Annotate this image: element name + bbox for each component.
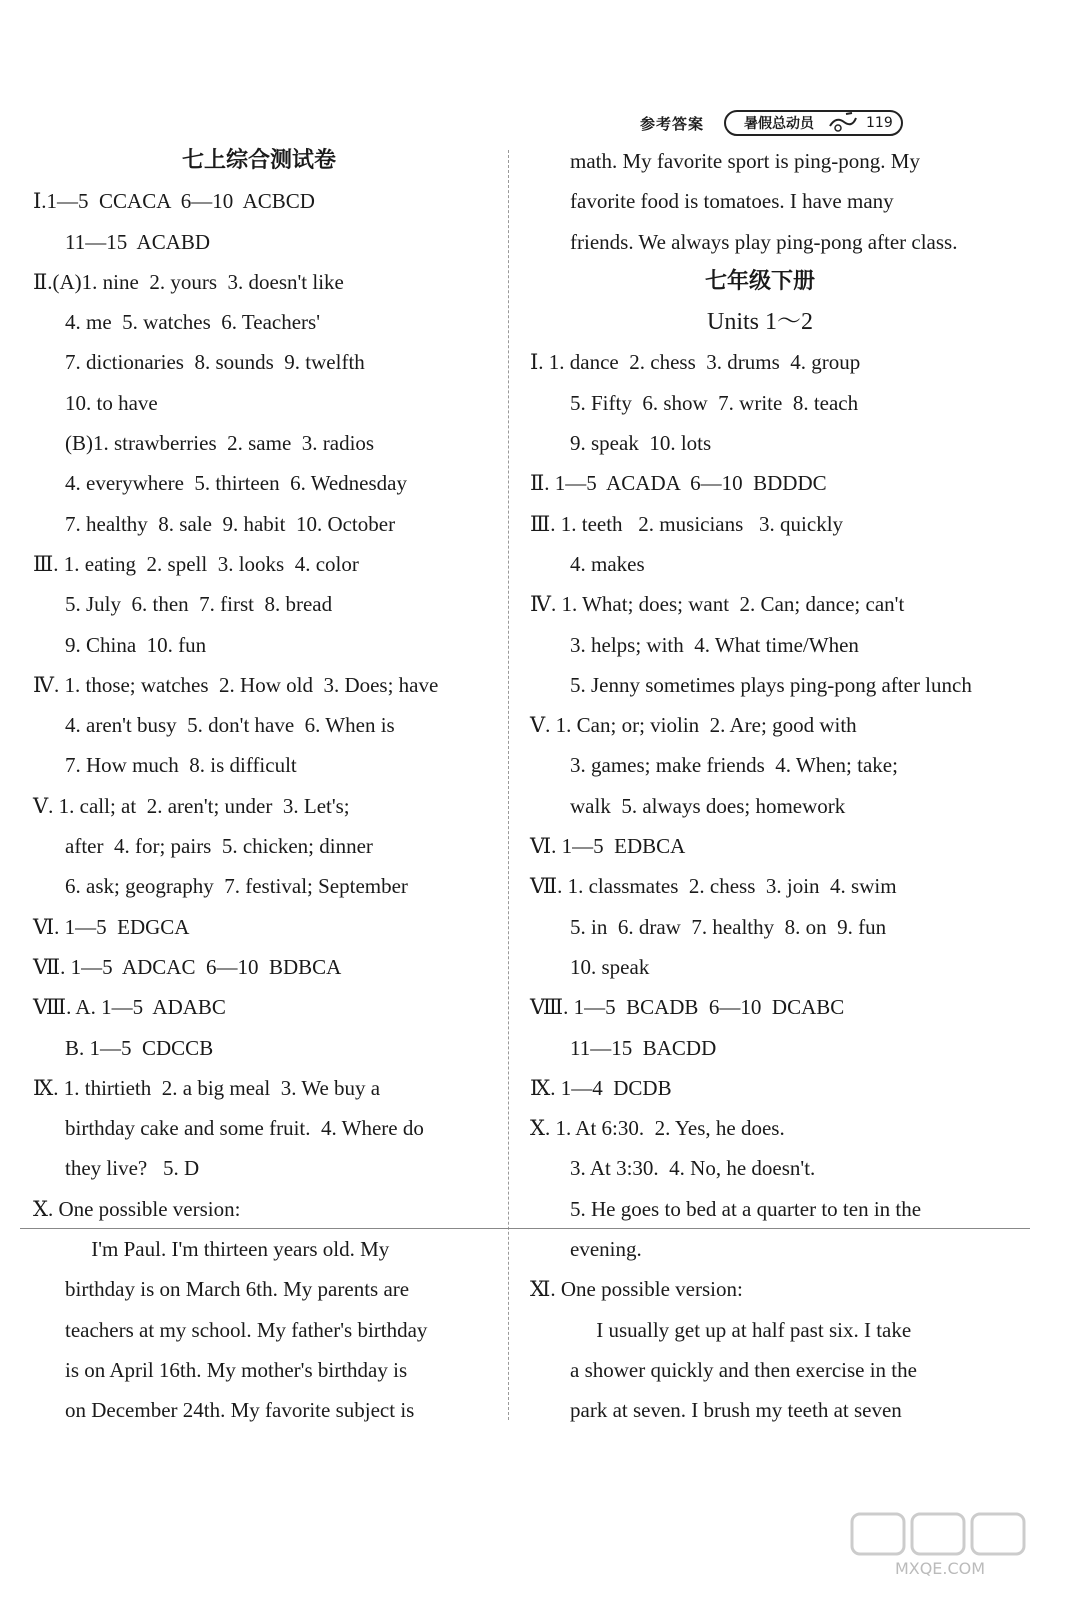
left-answer-line: Ⅷ. A. 1—5 ADABC <box>33 995 226 1020</box>
right-answer-line: 5. He goes to bed at a quarter to ten in the <box>570 1196 922 1221</box>
left-answer-line: Ⅱ.(A)1. nine 2. yours 3. doesn't like <box>33 269 344 294</box>
right-answer-line: Ⅵ. 1—5 EDBCA <box>530 834 686 859</box>
right-answer-line: Ⅲ. 1. teeth 2. musicians 3. quickly <box>530 511 844 536</box>
left-answer-line: teachers at my school. My father's birthday <box>65 1317 428 1342</box>
left-answer-line: 5. July 6. then 7. first 8. bread <box>65 592 333 617</box>
left-answer-line: 9. China 10. fun <box>65 632 207 657</box>
left-answer-line: B. 1—5 CDCCB <box>65 1035 214 1060</box>
left-answer-line: Ⅵ. 1—5 EDGCA <box>33 914 190 939</box>
right-answer-line: Ⅱ. 1—5 ACADA 6—10 BDDDC <box>530 471 827 496</box>
left-answer-line: birthday is on March 6th. My parents are <box>65 1277 410 1302</box>
left-answer-line: 4. everywhere 5. thirteen 6. Wednesday <box>65 471 407 496</box>
right-answer-line: park at seven. I brush my teeth at seven <box>570 1398 902 1423</box>
left-answer-line: Ⅰ.1—5 CCACA 6—10 ACBCD <box>33 189 315 214</box>
right-answer-line: friends. We always play ping-pong after class. <box>570 229 958 254</box>
left-answer-line: birthday cake and some fruit. 4. Where do <box>65 1116 424 1141</box>
right-answer-line: Ⅶ. 1. classmates 2. chess 3. join 4. swim <box>530 874 897 899</box>
left-answer-line: Ⅲ. 1. eating 2. spell 3. looks 4. color <box>33 551 359 576</box>
left-answer-line: Ⅶ. 1—5 ADCAC 6—10 BDBCA <box>33 954 342 979</box>
page-header <box>640 108 903 138</box>
left-answer-line: they live? 5. D <box>65 1156 200 1181</box>
right-answer-line: Units 1～2 <box>706 309 813 336</box>
right-answer-line: 3. At 3:30. 4. No, he doesn't. <box>570 1156 816 1181</box>
right-answer-line: 11—15 BACDD <box>570 1035 717 1060</box>
right-answer-line: favorite food is tomatoes. I have many <box>570 189 894 214</box>
right-answer-line: a shower quickly and then exercise in the <box>570 1357 917 1382</box>
right-answer-line: Ⅷ. 1—5 BCADB 6—10 DCABC <box>530 995 845 1020</box>
column-divider <box>508 150 509 1420</box>
left-answer-line: Ⅴ. 1. call; at 2. aren't; under 3. Let's; <box>33 793 350 818</box>
left-answer-line: 4. aren't busy 5. don't have 6. When is <box>65 713 395 738</box>
right-answer-line: math. My favorite sport is ping-pong. My <box>570 149 920 173</box>
right-answer-line: I usually get up at half past six. I take <box>570 1317 912 1342</box>
right-answer-line: walk 5. always does; homework <box>570 793 846 818</box>
left-answer-line: 11—15 ACABD <box>65 229 211 254</box>
right-answer-line: 5. Jenny sometimes plays ping-pong after lunch <box>570 672 972 697</box>
left-answer-line: (B)1. strawberries 2. same 3. radios <box>65 431 375 456</box>
right-answer-line: 5. Fifty 6. show 7. write 8. teach <box>570 390 859 415</box>
right-answer-line: 9. speak 10. lots <box>570 431 712 456</box>
right-answer-line: Ⅹ. 1. At 6:30. 2. Yes, he does. <box>530 1116 785 1141</box>
left-answer-line: 七上综合测试卷 <box>181 148 336 173</box>
right-answer-line: 3. games; make friends 4. When; take; <box>570 753 898 778</box>
watermark-text: MXQE.COM <box>894 1559 986 1578</box>
right-answer-line: evening. <box>570 1237 642 1262</box>
right-answer-line: Ⅰ. 1. dance 2. chess 3. drums 4. group <box>530 350 861 375</box>
header-book-badge <box>724 110 903 136</box>
left-answer-line: Ⅸ. 1. thirtieth 2. a big meal 3. We buy a <box>33 1075 381 1100</box>
left-column <box>33 141 485 1431</box>
right-answer-line: 5. in 6. draw 7. healthy 8. on 9. fun <box>570 914 887 939</box>
mascot-icon <box>828 112 858 134</box>
right-answer-line: 3. helps; with 4. What time/When <box>570 632 859 657</box>
left-answer-line: Ⅹ. One possible version: <box>33 1196 241 1221</box>
right-answer-line: 4. makes <box>570 551 645 576</box>
header-book-title: 暑假总动员 <box>744 116 815 132</box>
header-label: 参考答案 <box>640 114 705 133</box>
left-answer-line: 7. How much 8. is difficult <box>65 753 297 778</box>
left-answer-line: on December 24th. My favorite subject is <box>65 1398 415 1423</box>
right-column <box>530 141 990 1431</box>
left-answer-line: Ⅳ. 1. those; watches 2. How old 3. Does; have <box>33 672 439 697</box>
right-answer-line: 七年级下册 <box>704 268 815 294</box>
left-answer-line: 7. healthy 8. sale 9. habit 10. October <box>65 511 396 536</box>
left-answer-line: I'm Paul. I'm thirteen years old. My <box>65 1237 390 1262</box>
left-answer-line: 7. dictionaries 8. sounds 9. twelfth <box>65 350 365 375</box>
left-answer-line: 10. to have <box>65 390 158 415</box>
left-answer-line: 4. me 5. watches 6. Teachers' <box>65 310 321 335</box>
right-answer-line: Ⅳ. 1. What; does; want 2. Can; dance; can't <box>530 592 905 617</box>
right-answer-line: Ⅴ. 1. Can; or; violin 2. Are; good with <box>530 713 857 738</box>
left-answer-line: after 4. for; pairs 5. chicken; dinner <box>65 834 373 859</box>
left-answer-line: is on April 16th. My mother's birthday is <box>65 1357 408 1382</box>
right-answer-line: 10. speak <box>570 954 650 979</box>
page-number: 119 <box>866 115 893 131</box>
left-answer-line: 6. ask; geography 7. festival; September <box>65 874 408 899</box>
watermark-logo <box>850 1510 1030 1580</box>
right-answer-line: Ⅺ. One possible version: <box>530 1277 743 1302</box>
right-answer-line: Ⅸ. 1—4 DCDB <box>530 1075 672 1100</box>
